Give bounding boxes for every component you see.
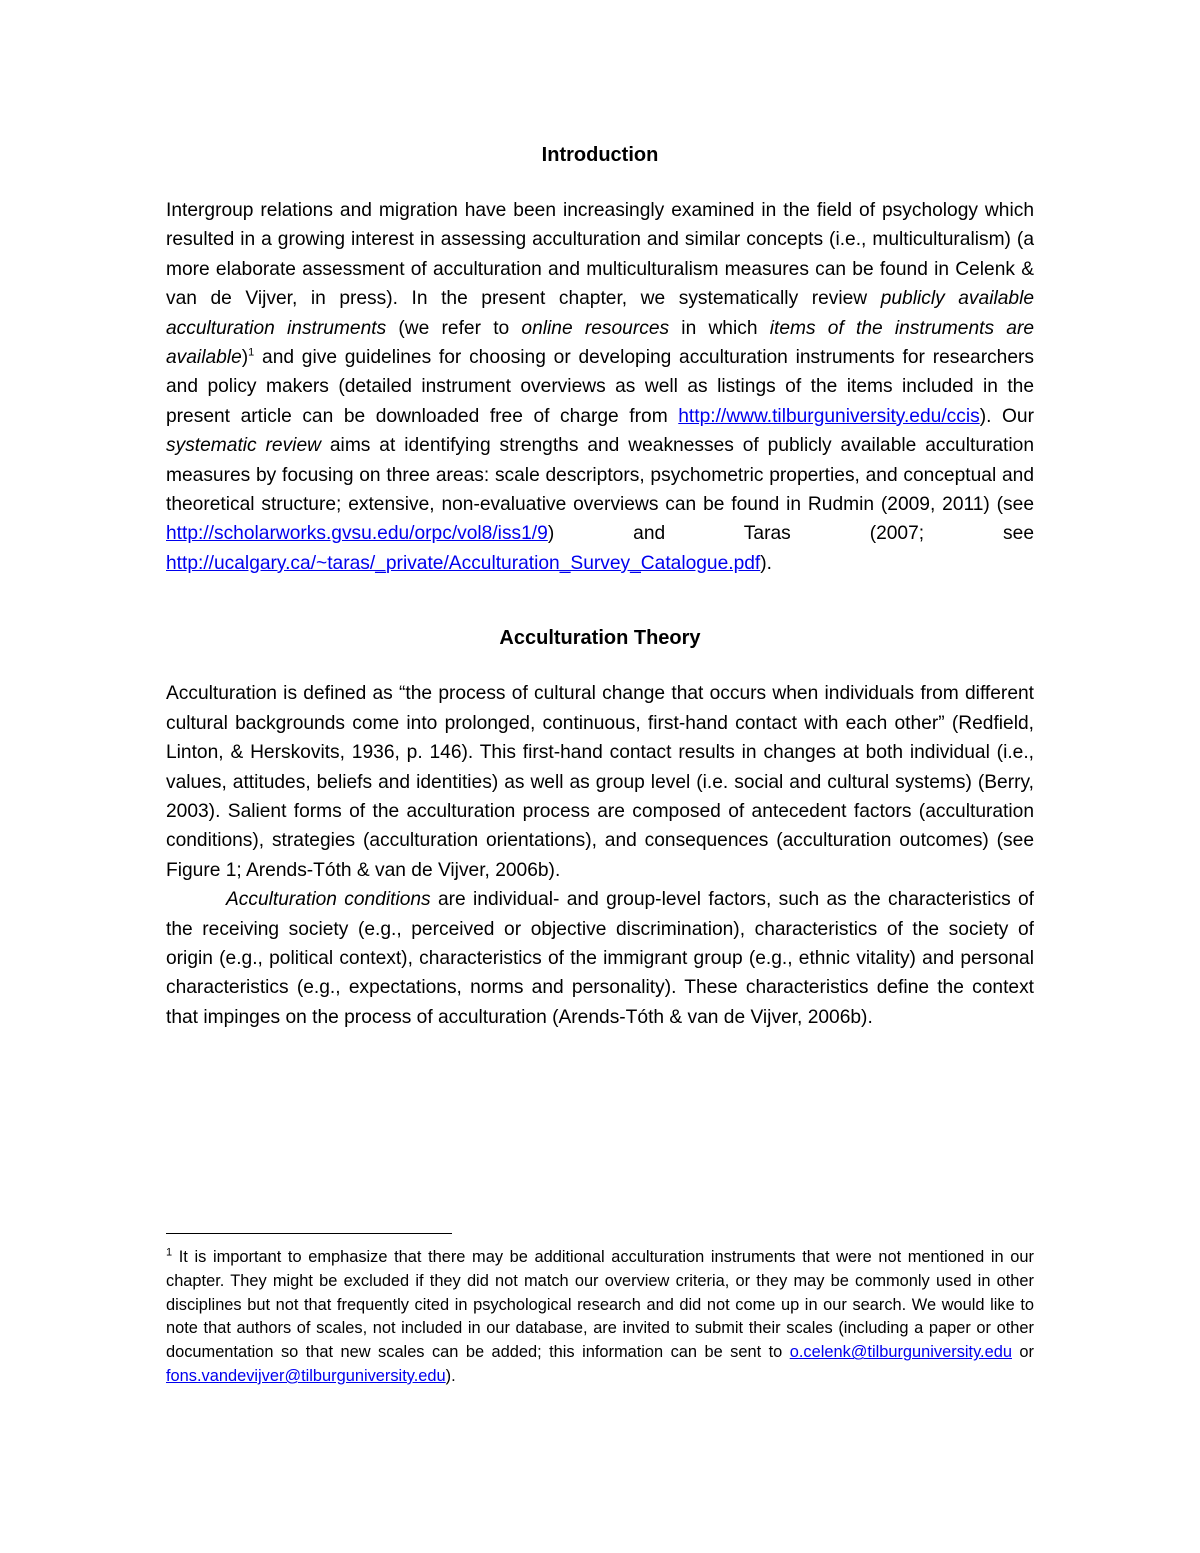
email-link-vandevijver[interactable]: fons.vandevijver@tilburguniversity.edu bbox=[166, 1366, 446, 1385]
theory-paragraph-2 bbox=[166, 885, 1034, 1032]
intro-text-5: and give guidelines for choosing or developing acculturation instruments for researchers and policy makers (detailed instrument overviews as well as listings of the items included in the present article can be downloaded free of charge from bbox=[166, 347, 1034, 427]
scholarworks-link[interactable]: http://scholarworks.gvsu.edu/orpc/vol8/iss1/9 bbox=[166, 523, 548, 545]
intro-text-1: Intergroup relations and migration have been increasingly examined in the field of psychology which resulted in a growing interest in assessing acculturation and similar concepts (i.e., multiculturalism) (a more elaborate assessment of acculturation and multiculturalism measures can be found in Celenk & van de Vijver, in press). In the present chapter, we systematically review bbox=[166, 200, 1034, 310]
theory-paragraph-1: Acculturation is defined as “the process of cultural change that occurs when individuals from different cultural backgrounds come into prolonged, continuous, first-hand contact with each other” (Redfield, Linton, & Herskovits, 1936, p. 146). This first-hand contact results in changes at both individual (i.e., values, attitudes, beliefs and identities) as well as group level (i.e. social and cultural systems) (Berry, 2003). Salient forms of the acculturation process are composed of antecedent factors (acculturation conditions), strategies (acculturation orientations), and consequences (acculturation outcomes) (see Figure 1; Arends-Tóth & van de Vijver, 2006b). bbox=[166, 683, 1034, 881]
tilburg-ccis-link[interactable]: http://www.tilburguniversity.edu/ccis bbox=[678, 405, 980, 427]
footnote-text-2: or bbox=[1011, 1343, 1034, 1362]
page-body bbox=[166, 140, 1034, 1032]
intro-text-3: in which bbox=[669, 317, 770, 339]
intro-emphasis-1: publicly available acculturation instruments bbox=[166, 288, 1034, 339]
intro-text-4: ) bbox=[241, 347, 249, 369]
footnote-number: 1 bbox=[166, 1246, 173, 1259]
introduction-paragraph bbox=[166, 196, 1034, 578]
intro-emphasis-2: online resources bbox=[521, 317, 670, 339]
email-link-celenk[interactable]: o.celenk@tilburguniversity.edu bbox=[789, 1343, 1012, 1362]
intro-text-6: ). Our bbox=[979, 405, 1034, 427]
section-title-introduction: Introduction bbox=[541, 144, 659, 166]
theory-text-1: are individual- and group-level factors, such as the characteristics of the receiving society (e.g., perceived or objective discrimination), characteristics of the society of origin (e.g., political context), characteristics of the immigrant group (e.g., ethnic vitality) and personal characteristics (e.g., expectations, norms and personality). These characteristics define the context that impinges on the process of acculturation (Arends-Tóth & van de Vijver, 2006b). bbox=[166, 889, 1035, 1028]
footnote bbox=[166, 1246, 1034, 1389]
footnote-divider bbox=[166, 1233, 452, 1234]
intro-text-8: ) and Taras (2007; see bbox=[547, 523, 1034, 545]
intro-text-2: (we refer to bbox=[386, 317, 522, 339]
footnote-text-1: It is important to emphasize that there may be additional acculturation instruments that were not mentioned in our chapter. They might be excluded if they did not match our overview criteria, or they may be commonly used in other disciplines but not that frequently cited in psychological research and did not come up in our search. We would like to note that authors of scales, not included in our database, are invited to submit their scales (including a paper or other documentation so that new scales can be added; this information can be sent to bbox=[166, 1248, 1034, 1362]
section-title-acculturation-theory: Acculturation Theory bbox=[499, 627, 701, 650]
theory-emphasis-1: Acculturation conditions bbox=[226, 889, 431, 911]
ucalgary-catalogue-link[interactable]: http://ucalgary.ca/~taras/_private/Acculturation_Survey_Catalogue.pdf bbox=[166, 552, 761, 574]
intro-emphasis-3: items of the instruments are available bbox=[166, 317, 1035, 369]
intro-text-9: ). bbox=[760, 552, 773, 574]
intro-text-7: aims at identifying strengths and weaknesses of publicly available acculturation measures by focusing on three areas: scale descriptors, psychometric properties, and conceptual and theoretical structure; extensive, non-evaluative overviews can be found in Rudmin (2009, 2011) (see bbox=[166, 435, 1034, 516]
footnote-reference[interactable]: 1 bbox=[248, 346, 255, 359]
footnote-text-3: ). bbox=[445, 1366, 456, 1385]
intro-emphasis-4: systematic review bbox=[166, 435, 321, 457]
